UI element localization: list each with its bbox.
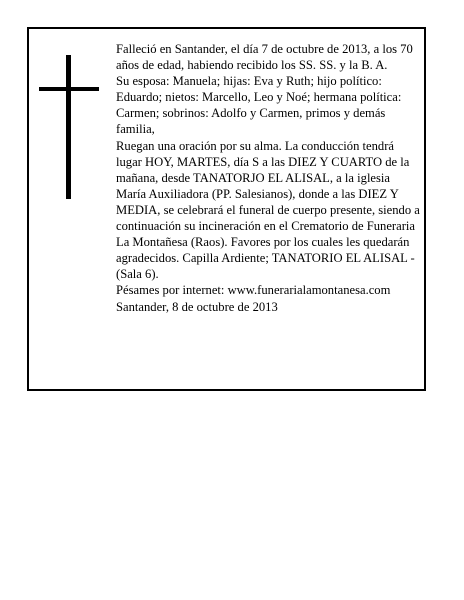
service-details: Ruegan una oración por su alma. La conducción tendrá lugar HOY, MARTES, día S a las DIEZ Y CUARTO de la mañana, desde TANATORJO EL ALISAL, a la iglesia María Auxiliadora (PP. Salesianos), donde a las DIEZ Y MEDIA, se celebrará el funeral de cuerpo presente, siendo a continuación su incineración en el Crematorio de Funeraria La Montañesa (Raos). Favores por los cuales les quedarán agradecidos. Capilla Ardiente; TANATORIO EL ALISAL - (Sala 6).: [116, 138, 420, 282]
obituary-notice: [27, 27, 426, 391]
cross-icon: [39, 55, 99, 199]
death-announcement: Falleció en Santander, el día 7 de octubre de 2013, a los 70 años de edad, habiendo recibido los SS. SS. y la B. A.: [116, 42, 413, 73]
condolences-website: Pésames por internet: www.funerarialamontanesa.com: [116, 283, 391, 298]
place-and-date: Santander, 8 de octubre de 2013: [116, 299, 278, 314]
cross-vertical-bar: [66, 55, 71, 199]
family-list: Su esposa: Manuela; hijas: Eva y Ruth; hijo político: Eduardo; nietos: Marcello, Leo y Noé; hermana política: Carmen; sobrinos: Adolfo y Carmen, primos y demás familia,: [116, 74, 402, 137]
cross-horizontal-bar: [39, 87, 99, 91]
notice-text: [116, 41, 420, 315]
